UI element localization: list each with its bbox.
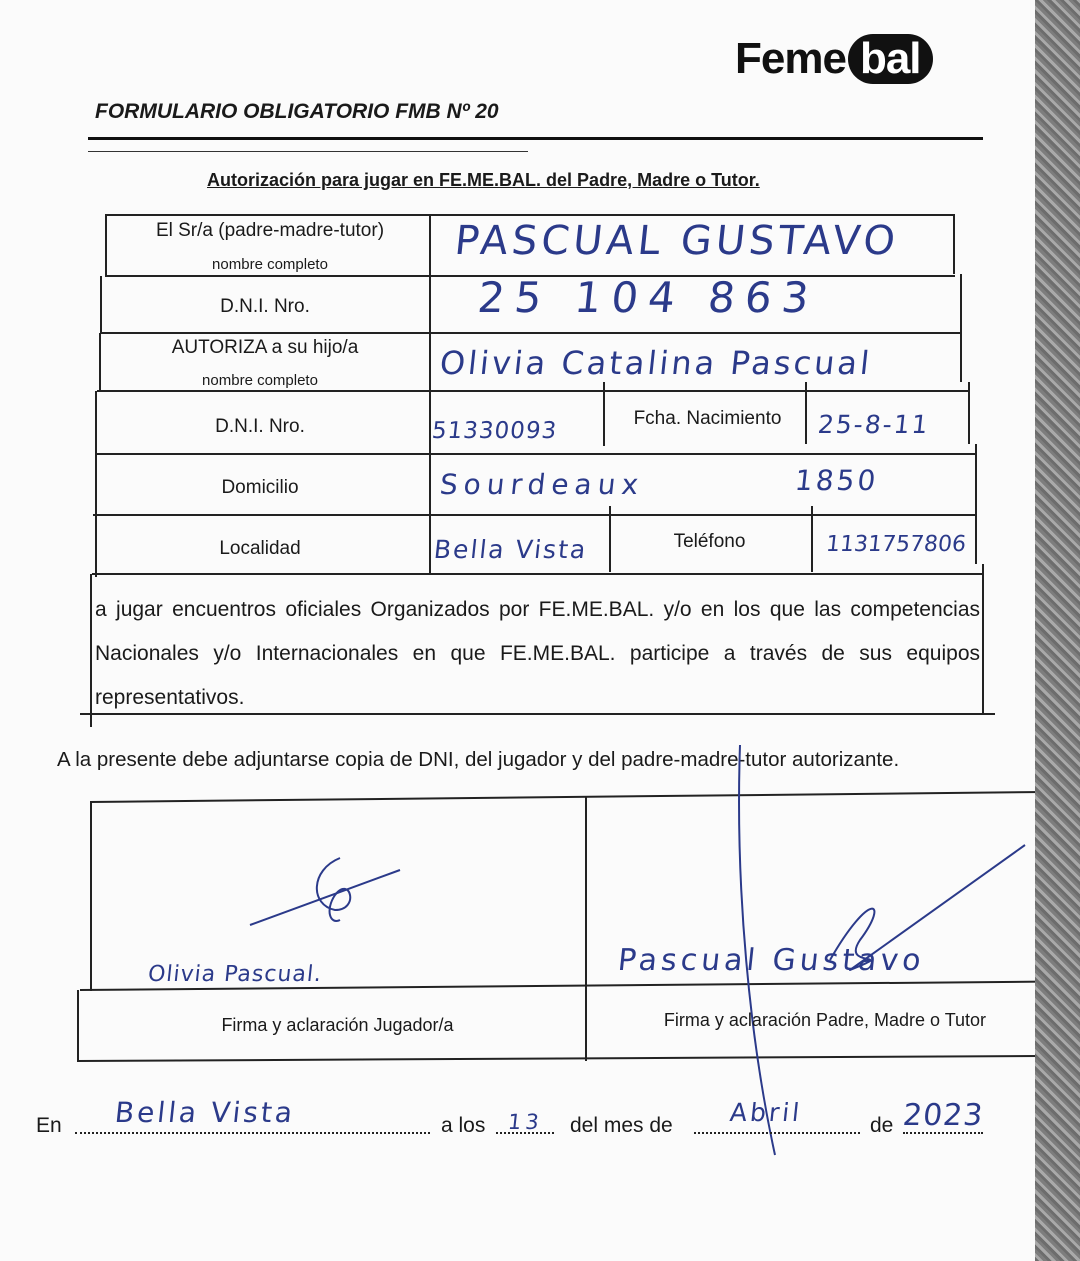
table-border-left-4 xyxy=(95,391,97,577)
table-border-right-4 xyxy=(975,444,977,564)
authorization-paragraph: a jugar encuentros oficiales Organizados por FE.ME.BAL. y/o en los que las competencias Nacionales y/o Internacionales en que FE.ME.BAL. participe a través de sus equipos representativos. xyxy=(95,598,980,709)
table-border-left-3 xyxy=(99,333,101,391)
birth-value: 25-8-11 xyxy=(816,410,932,439)
child-sublabel: nombre completo xyxy=(202,372,318,389)
city-label: Localidad xyxy=(219,538,301,559)
form-subtitle: Autorización para jugar en FE.ME.BAL. del Padre, Madre o Tutor. xyxy=(207,170,760,190)
title-divider xyxy=(88,137,983,140)
guardian-label: El Sr/a (padre-madre-tutor) xyxy=(155,220,385,241)
de-label: de xyxy=(870,1114,894,1137)
sig-col-divider xyxy=(585,796,587,1061)
en-label: En xyxy=(36,1114,62,1137)
month-value: Abril xyxy=(728,1098,804,1127)
row-line-3 xyxy=(97,390,970,392)
guardian-sublabel: nombre completo xyxy=(212,256,328,273)
col-divider-birth xyxy=(603,382,605,446)
day-value: 13 xyxy=(506,1110,544,1134)
sig-border-left xyxy=(90,801,92,991)
row-line-2 xyxy=(100,332,962,334)
guardian-dni-value: 25 104 863 xyxy=(475,273,822,322)
row-line-6 xyxy=(92,573,984,575)
phone-label: Teléfono xyxy=(673,531,746,552)
place-value: Bella Vista xyxy=(113,1096,297,1129)
address-number-value: 1850 xyxy=(793,464,880,497)
title-divider-thin xyxy=(88,151,528,152)
guardian-name-value: Pascual Gustavo xyxy=(616,943,927,978)
month-dots xyxy=(694,1132,860,1134)
logo-text: Feme xyxy=(735,34,846,83)
player-signature-icon xyxy=(240,850,410,940)
phone-value: 1131757806 xyxy=(824,532,968,557)
attachment-note: A la presente debe adjuntarse copia de DNI, del jugador y del padre-madre-tutor autorizante. xyxy=(57,748,900,771)
table-border-right-1 xyxy=(953,214,955,274)
table-border-right-2 xyxy=(960,274,962,382)
table-border-left-1 xyxy=(105,214,107,276)
guardian-dni-label: D.N.I. Nro. xyxy=(220,296,310,317)
row-line-5 xyxy=(93,514,977,516)
row-line-4 xyxy=(95,453,975,455)
sig-border-left-low xyxy=(77,990,79,1062)
year-value: 2023 xyxy=(901,1098,986,1133)
table-border-left-2 xyxy=(100,276,102,333)
form-title: FORMULARIO OBLIGATORIO FMB Nº 20 xyxy=(95,100,499,123)
col-divider-main xyxy=(429,214,431,574)
guardian-signature-label: Firma y aclaración Padre, Madre o Tutor xyxy=(663,1010,987,1030)
mes-label: del mes de xyxy=(570,1114,673,1137)
child-dni-value: 51330093 xyxy=(430,418,559,444)
player-name-value: Olivia Pascual. xyxy=(146,962,324,987)
place-dots xyxy=(75,1132,430,1134)
col-divider-phone xyxy=(609,506,611,572)
address-value: Sourdeaux xyxy=(438,468,646,501)
femebal-logo xyxy=(735,34,933,84)
para-border-right xyxy=(982,564,984,714)
child-dni-label: D.N.I. Nro. xyxy=(215,416,305,437)
background-fabric xyxy=(1035,0,1080,1261)
logo-pill: bal xyxy=(848,34,933,84)
child-label: AUTORIZA a su hijo/a xyxy=(171,337,359,358)
city-value: Bella Vista xyxy=(432,535,589,564)
col-divider-birth-value xyxy=(805,382,807,444)
guardian-name-value: PASCUAL GUSTAVO xyxy=(452,218,902,264)
birth-label: Fcha. Nacimiento xyxy=(633,408,782,429)
table-border-top xyxy=(105,214,955,216)
player-signature-label: Firma y aclaración Jugador/a xyxy=(221,1015,454,1035)
child-name-value: Olivia Catalina Pascual xyxy=(438,344,875,382)
col-divider-phone-value xyxy=(811,506,813,572)
para-border-left xyxy=(90,574,92,727)
address-label: Domicilio xyxy=(221,477,299,498)
a-los-label: a los xyxy=(441,1114,486,1137)
